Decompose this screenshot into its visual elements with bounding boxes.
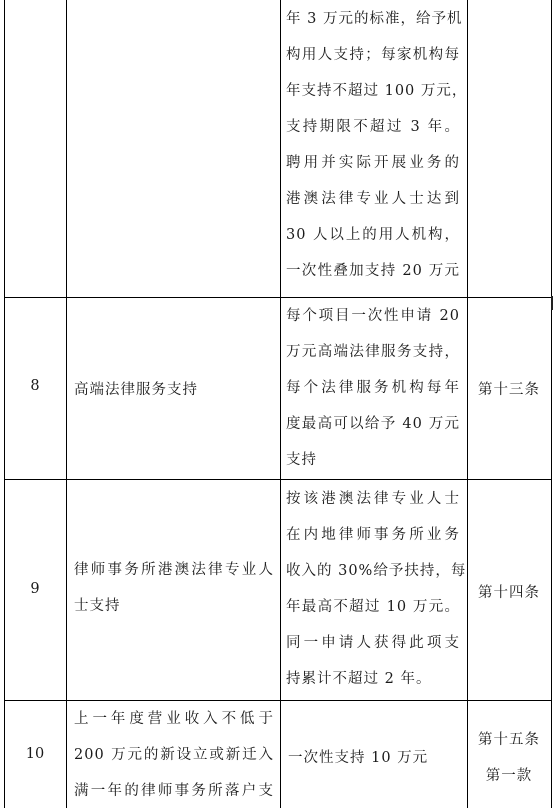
item-line: 律师事务所港澳法律专业人 (74, 562, 274, 578)
item-line: 满一年的律师事务所落户支 (74, 783, 274, 799)
table-border-right (551, 0, 552, 808)
column-divider (280, 0, 281, 808)
policy-cell (286, 1, 468, 289)
policy-line: 持累计不超过 2 年。 (286, 671, 432, 687)
policy-line: 30 人以上的用人机构， (286, 227, 460, 243)
item-cell (74, 552, 274, 624)
row-divider (4, 479, 552, 480)
policy-line: 同一申请人获得此项支 (286, 635, 460, 651)
clause-ref: 第十五条 (478, 732, 540, 748)
clause-ref: 第十三条 (478, 382, 540, 398)
item-line: 上一年度营业收入不低于 (74, 711, 274, 727)
policy-text: 一次性支持 10 万元 (288, 750, 429, 766)
policy-line: 收入的 30%给予扶持，每 (286, 563, 467, 579)
row-number: 10 (25, 746, 45, 762)
row-number: 8 (30, 378, 40, 394)
policy-line: 年支持不超过 100 万元， (286, 83, 468, 99)
policy-line: 在内地律师事务所业务 (286, 527, 460, 543)
policy-line: 支持期限不超过 3 年。 (286, 119, 460, 135)
item-line: 200 万元的新设立或新迁入 (74, 747, 274, 763)
policy-cell (286, 481, 467, 697)
policy-line: 支持 (286, 452, 317, 468)
item-line: 士支持 (74, 598, 121, 614)
policy-line: 按该港澳法律专业人士 (286, 491, 460, 507)
policy-cell (286, 298, 460, 478)
item-name: 高端法律服务支持 (74, 382, 198, 398)
column-divider (66, 0, 67, 808)
policy-line: 一次性叠加支持 20 万元 (286, 263, 460, 279)
policy-line: 构用人支持；每家机构每 (286, 47, 460, 63)
column-divider (467, 0, 468, 808)
cursor-mark (551, 296, 553, 310)
clause-ref: 第一款 (485, 768, 533, 784)
policy-line: 度最高可以给予 40 万元 (286, 416, 460, 432)
item-cell (74, 701, 274, 809)
row-number: 9 (30, 581, 40, 597)
row-divider (4, 297, 552, 298)
policy-line: 万元高端法律服务支持， (286, 344, 460, 360)
policy-line: 年最高不超过 10 万元。 (286, 599, 460, 615)
policy-line: 每个法律服务机构每年 (286, 380, 460, 396)
policy-line: 港澳法律专业人士达到 (286, 191, 460, 207)
clause-ref: 第十四条 (478, 585, 540, 601)
table-border-left (4, 0, 5, 808)
policy-line: 聘用并实际开展业务的 (286, 155, 460, 171)
policy-line: 年 3 万元的标准，给予机 (286, 11, 463, 27)
policy-line: 每个项目一次性申请 20 (286, 308, 460, 324)
